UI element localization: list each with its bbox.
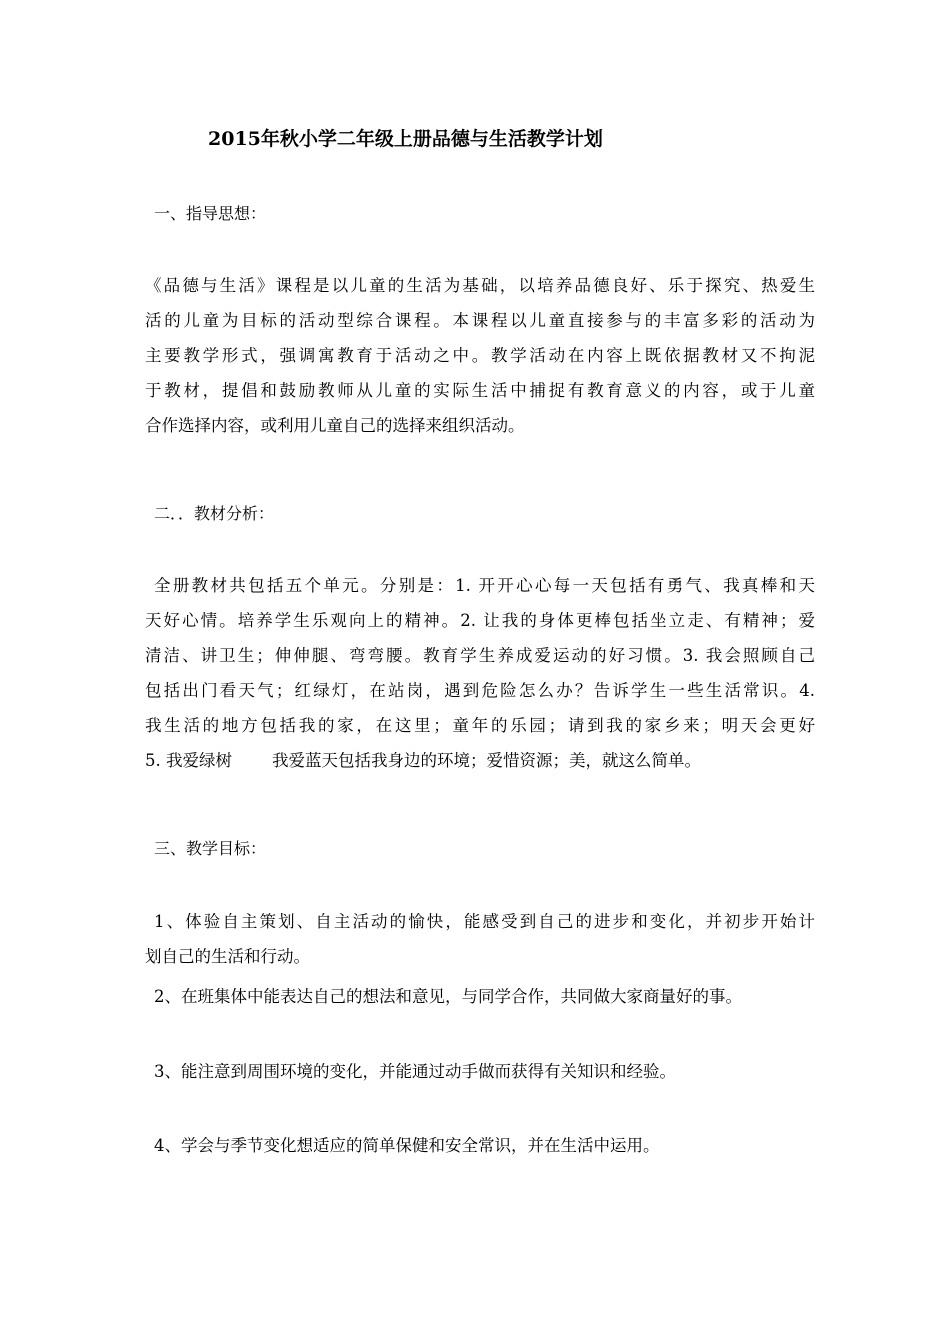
paragraph-line: 合作选择内容，或利用儿童自己的选择来组织活动。 (145, 416, 525, 435)
goal-3 (145, 1054, 815, 1089)
paragraph-line: 我生活的地方包括我的家，在这里；童年的乐园；请到我的家乡来；明天会更好 (145, 716, 815, 735)
paragraph-line (145, 743, 815, 778)
paragraph-line: 于教材，提倡和鼓励教师从儿童的实际生活中捕捉有教育意义的内容，或于儿童 (145, 381, 815, 400)
paragraph-line: 3、能注意到周围环境的变化，并能通过动手做而获得有关知识和经验。 (154, 1062, 676, 1081)
paragraph-line: 主要教学形式，强调寓教育于活动之中。教学活动在内容上既依据教材又不拘泥 (145, 346, 815, 365)
paragraph-line: 划自己的生活和行动。 (145, 947, 310, 966)
paragraph-line: 2、在班集体中能表达自己的想法和意见，与同学合作，共同做大家商量好的事。 (154, 987, 742, 1006)
paragraph-line: 包括出门看天气；红绿灯，在站岗，遇到危险怎么办？告诉学生一些生活常识。4. (145, 681, 815, 700)
paragraph-line: 《品德与生活》课程是以儿童的生活为基础，以培养品德良好、乐于探究、热爱生 (145, 276, 815, 295)
paragraph-line: 1、体验自主策划、自主活动的愉快，能感受到自己的进步和变化，并初步开始计 (154, 912, 815, 931)
unit-five-text: 我爱蓝天包括我身边的环境；爱惜资源；美，就这么简单。 (272, 751, 701, 770)
paragraph-line: 活的儿童为目标的活动型综合课程。本课程以儿童直接参与的丰富多彩的活动为 (145, 311, 815, 330)
unit-five-label: 5. 我爱绿树 (145, 751, 232, 770)
goal-4 (145, 1128, 815, 1163)
goal-1 (145, 904, 815, 974)
paragraph-line: 4、学会与季节变化想适应的简单保健和安全常识，并在生活中运用。 (154, 1136, 660, 1155)
paragraph-textbook-analysis (145, 568, 815, 778)
section-heading-textbook-analysis: 二．．教材分析： (154, 504, 275, 523)
paragraph-line: 天好心情。培养学生乐观向上的精神。2. 让我的身体更棒包括坐立走、有精神；爱 (145, 611, 815, 630)
paragraph-line: 清洁、讲卫生；伸伸腿、弯弯腰。教育学生养成爱运动的好习惯。3. 我会照顾自己 (145, 646, 815, 665)
paragraph-guiding-ideology (145, 268, 815, 443)
paragraph-line: 全册教材共包括五个单元。分别是：1. 开开心心每一天包括有勇气、我真棒和天 (154, 576, 815, 595)
document-title: 2015年秋小学二年级上册品德与生活教学计划 (208, 128, 603, 150)
section-heading-guiding-ideology: 一、指导思想： (154, 204, 267, 223)
goal-2 (145, 979, 815, 1014)
section-heading-teaching-goals: 三、教学目标： (154, 839, 267, 858)
